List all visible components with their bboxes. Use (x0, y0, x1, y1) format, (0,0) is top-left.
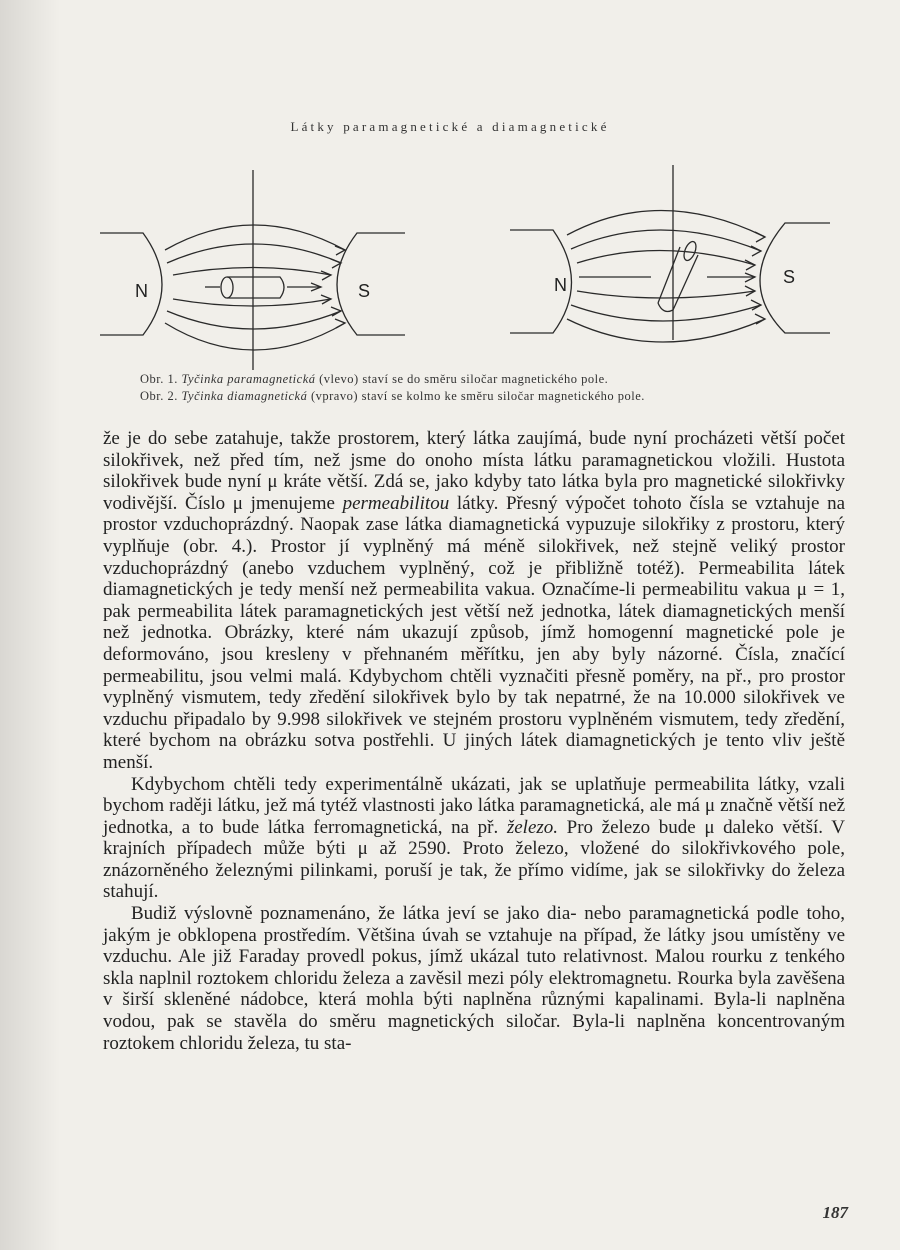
paragraph-text: látky. Přesný výpočet tohoto čísla se vztahuje na prostor vzduchoprázdný. Naopak zase látka diamagnetická vypuzuje silokřiky z prostoru, který vyplňuje (obr. 4.). Prostor jí vyplněný má méně silokřivek, než stejně veliký prostor vzduchoprázdný (anebo vzduchem vyplněný, což je přibližně totéž). Permeabilita látek diamagnetických je tedy menší než permeabilita vakua. Označíme-li permeabilitu vakua μ = 1, pak permeabilita látek paramagnetických jest větší než jednotka, látek diamagnetických menší než jednotka. Obrázky, které nám ukazují způsob, jímž homogenní magnetické pole je deformováno, jsou kresleny v přehnaném měřítku, jen aby byly názorné. Čísla, značící permeabilitu, jsou velmi malá. Kdybychom chtěli vyznačiti přesně poměry, na př., pro prostor vyplněný vismutem, tedy zředění silokřivek bylo by tak nepatrné, že na 10.000 silokřivek ve vzduchu připadalo by 9.998 silokřivek ve stejném prostoru vyplněném vismutem, tedy zředění, které bychom na obrázku sotva postřehli. U jiných látek diamagnetických je tento vliv ještě menší. (103, 492, 846, 773)
running-head: Látky paramagnetické a diamagnetické (290, 119, 610, 134)
figure-1-paramagnetic (100, 170, 405, 370)
caption-2-title: Tyčinka diamagnetická (181, 389, 308, 403)
caption-1-rest: (vlevo) staví se do směru siločar magnetického pole. (319, 372, 609, 386)
figures (95, 165, 835, 380)
caption-figure-2 (140, 389, 820, 404)
paragraph-text: Kdybychom chtěli tedy experimentálně ukázati, jak se uplatňuje permeabilita látky, vzali bychom raději látku, jež má tytéž vlastnosti jako látka paramagnetická, ale má μ značně větší než jednotka, a to bude látka ferromagnetická, na př. (103, 773, 845, 838)
caption-1-title: Tyčinka paramagnetická (181, 372, 316, 386)
paragraph-text: Budiž výslovně poznamenáno, že látka jeví se jako dia- nebo paramagnetická podle toho, jakým je obklopena prostředím. Většina úvah se vztahuje na případ, že látky jsou umístěny ve vzduchu. Ale již Faraday provedl pokus, jímž ukázal tuto relativnost. Malou rourku z tenkého skla naplnil roztokem chloridu železa a zavěsil mezi póly elektromagnetu. Rourka byla zavěšena v širší skleněné nádobce, která mohla býti naplněna různými kapalinami. Byla-li naplněna vodou, pak se stavěla do směru magnetických siločar. Byla-li naplněna koncentrovaným roztokem chloridu železa, tu sta- (103, 903, 845, 1054)
figure-2-diamagnetic (510, 165, 830, 342)
paragraph-text: Pro železo bude μ daleko větší. V krajních případech může býti μ až 2590. Proto železo, vložené do silokřivkového pole, znázorněného železnými pilinkami, poruší je tak, že přímo vidíme, jak se silokřivky do železa stahují. (103, 816, 845, 903)
caption-figure-1 (140, 372, 820, 387)
right-north-label: N (554, 275, 567, 295)
body-text (103, 428, 845, 1054)
caption-2-prefix: Obr. 2. (140, 389, 178, 403)
page-number: 187 (822, 1203, 848, 1222)
emphasis-text: permeabilitou (342, 492, 450, 514)
right-south-label: S (783, 267, 796, 287)
caption-1-prefix: Obr. 1. (140, 372, 178, 386)
paragraph (103, 903, 845, 1054)
emphasis-text: železo. (506, 816, 559, 838)
figure-drawing (95, 165, 835, 380)
left-north-label: N (135, 281, 148, 301)
paragraph-text: že je do sebe zatahuje, takže prostorem, který látka zaujímá, bude nyní procházeti větší počet silokřivek, než před tím, než jsme do onoho místa látku paramagnetickou vložili. Hustota silokřivek bude nyní μ kráte větší. Zdá se, jako kdyby tato látka byla pro magnetické silokřivky vodivější. Číslo μ jmenujeme (103, 428, 845, 514)
paragraph (103, 428, 845, 774)
left-south-label: S (358, 281, 371, 301)
caption-2-rest: (vpravo) staví se kolmo ke směru siločar magnetického pole. (310, 389, 645, 403)
paragraph (103, 774, 845, 904)
page-gutter-shadow (0, 0, 60, 1250)
